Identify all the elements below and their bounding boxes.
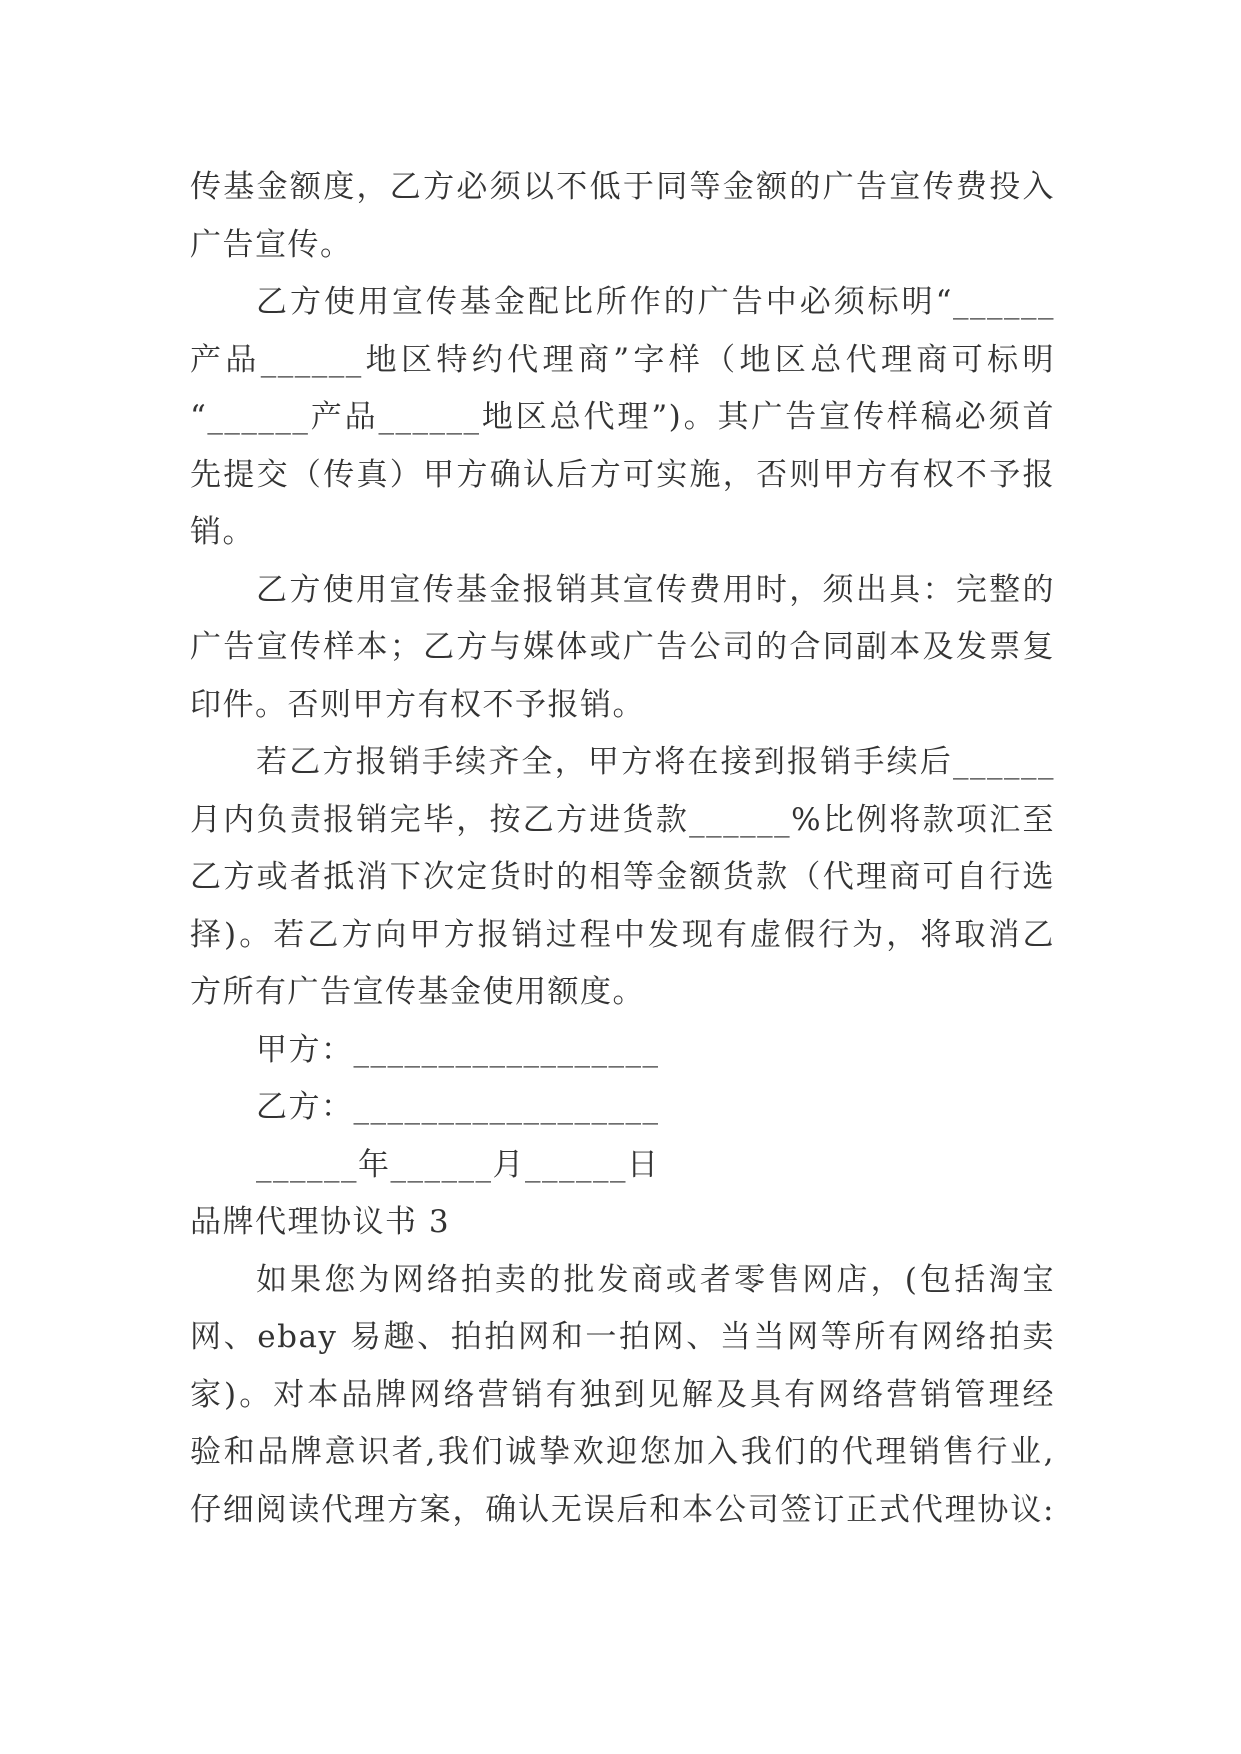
text-line: 方所有广告宣传基金使用额度。 (190, 974, 645, 1010)
text-line: 销。 (190, 514, 255, 550)
section-heading: 品牌代理协议书 3 (190, 1204, 451, 1240)
text-line: 择)。若乙方向甲方报销过程中发现有虚假行为，将取消乙 (190, 916, 1055, 953)
text-line: 乙方或者抵消下次定货时的相等金额货款（代理商可自行选 (190, 859, 1055, 895)
text-line: 广告宣传样本；乙方与媒体或广告公司的合同副本及发票复 (190, 629, 1055, 665)
paragraph-start-line: 若乙方报销手续齐全，甲方将在接到报销手续后______ (256, 744, 1055, 780)
paragraph-start-line: 如果您为网络拍卖的批发商或者零售网店，(包括淘宝 (256, 1261, 1055, 1298)
text-line: 传基金额度，乙方必须以不低于同等金额的广告宣传费投入 (190, 169, 1055, 205)
document-body (190, 159, 1055, 1539)
party-b-signature-line: 乙方：__________________ (256, 1089, 660, 1125)
paragraph-start-line: 乙方使用宣传基金报销其宣传费用时，须出具：完整的 (256, 571, 1055, 608)
text-line: 先提交（传真）甲方确认后方可实施，否则甲方有权不予报 (190, 456, 1055, 493)
text-line: 广告宣传。 (190, 226, 353, 263)
text-line: 家)。对本品牌网络营销有独到见解及具有网络营销管理经 (190, 1376, 1055, 1413)
text-line: 月内负责报销完毕，按乙方进货款______%比例将款项汇至 (190, 801, 1055, 838)
text-line: 网、ebay 易趣、拍拍网和一拍网、当当网等所有网络拍卖 (190, 1319, 1055, 1355)
text-line: 验和品牌意识者,我们诚挚欢迎您加入我们的代理销售行业, (190, 1434, 1055, 1470)
party-a-signature-line: 甲方：__________________ (256, 1031, 660, 1068)
text-line: 产品______地区特约代理商”字样（地区总代理商可标明 (190, 341, 1055, 378)
text-line: 印件。否则甲方有权不予报销。 (190, 686, 645, 723)
text-line: 仔细阅读代理方案，确认无误后和本公司签订正式代理协议: (190, 1491, 1055, 1528)
paragraph-start-line: 乙方使用宣传基金配比所作的广告中必须标明“______ (256, 284, 1055, 320)
text-line: “______产品______地区总代理”)。其广告宣传样稿必须首 (190, 399, 1055, 435)
date-line: ______年______月______日 (256, 1146, 660, 1183)
